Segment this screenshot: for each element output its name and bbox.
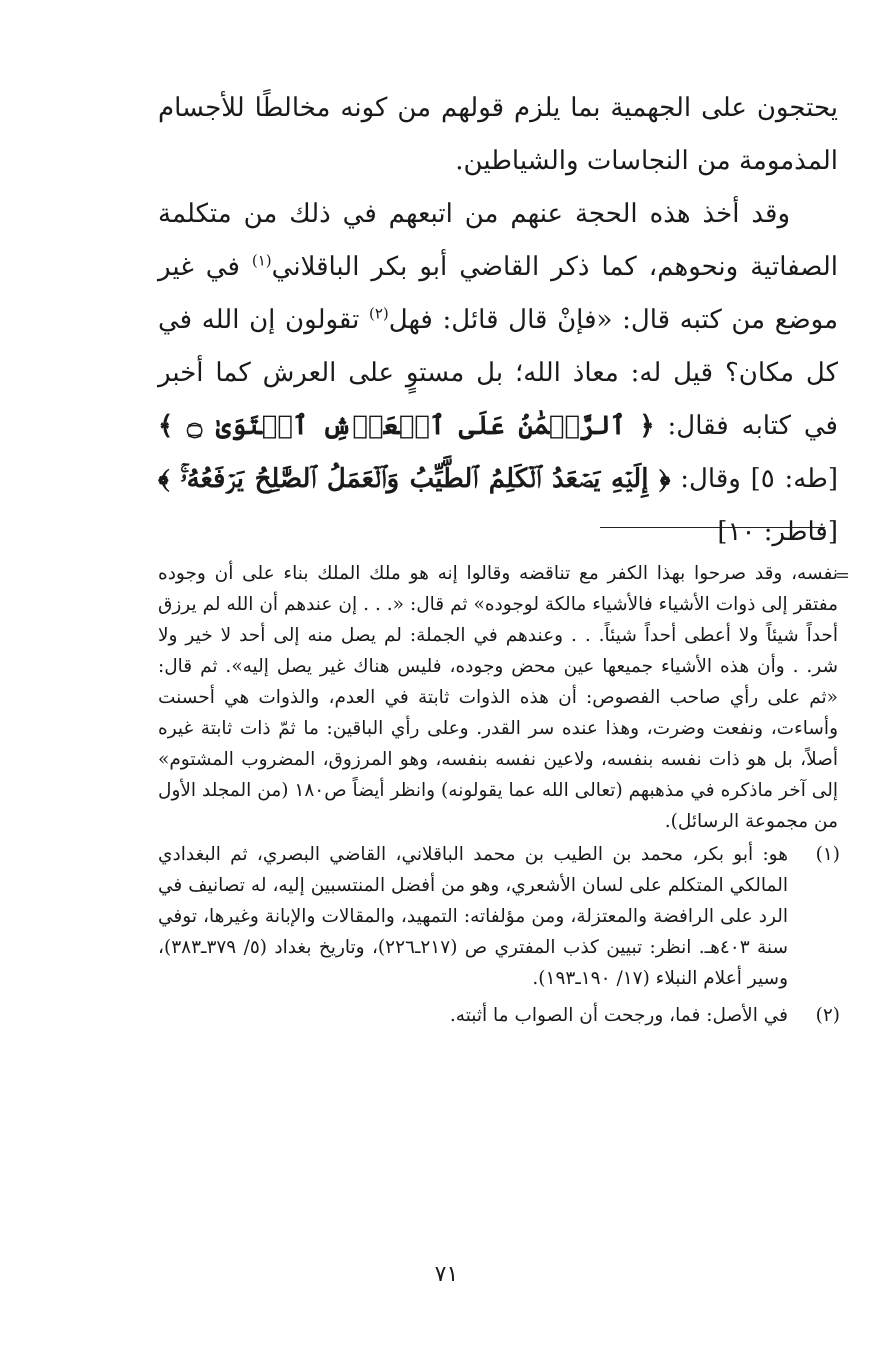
citation-fatir: [فاطر: ١٠] <box>717 517 838 547</box>
main-text <box>158 82 838 559</box>
footnote-separator <box>600 527 825 528</box>
footnote-continued <box>158 558 850 837</box>
citation-taha: [طه: ٥] وقال: <box>670 464 838 494</box>
footnote-1 <box>158 839 838 994</box>
paragraph-2 <box>158 188 838 559</box>
footnote-2 <box>158 1000 838 1031</box>
paragraph-2-text-c: تقولون إن الله في كل مكان؟ قيل له: معاذ الله؛ بل مستوٍ على العرش كما أخبر في كتابه فقال: <box>158 305 838 441</box>
footnote-2-number: (٢) <box>815 1005 840 1026</box>
footnote-2-text: في الأصل: فما، ورجحت أن الصواب ما أثبته. <box>449 1005 788 1026</box>
paragraph-1: يحتجون على الجهمية بما يلزم قولهم من كونه مخالطًا للأجسام المذمومة من النجاسات والشياطين. <box>158 93 838 176</box>
footnote-1-number: (١) <box>815 844 840 865</box>
continuation-mark: = <box>834 565 850 586</box>
footnote-ref-2[interactable]: (٢) <box>368 304 389 323</box>
page-number: ٧١ <box>434 1262 459 1287</box>
quran-verse-taha: ﴿ ٱلرَّحۡمَٰنُ عَلَى ٱلۡعَرۡشِ ٱسۡتَوَىٰ ۝ ﴾ <box>158 411 655 441</box>
paragraph-2-text-b: في غير موضع من كتبه قال: «فإنْ قال قائل: فهل <box>158 252 839 335</box>
footnotes <box>158 558 850 1031</box>
footnote-continued-text: نفسه، وقد صرحوا بهذا الكفر مع تناقضه وقالوا إنه هو ملك الملك بناء على أن وجوده مفتقر إلى ذوات الأشياء فالأشياء مالكة لوجوده» ثم قال: «. . . إن عندهم أن الله لم يرزق أحداً شيئاً ولا أعطى أحداً شيئاً. . . وعندهم في الجملة: لم يصل منه إلى أحد لا خير ولا شر. . وأن هذه الأشياء جميعها عين محض وجوده، فليس هناك غير يصل إليه». ثم قال: «ثم على رأي صاحب الفصوص: أن هذه الذوات ثابتة في العدم، والذوات هي أحسنت وأساءت، ونفعت وضرت، وهذا عنده سر القدر. وعلى رأي الباقين: ما ثمّ ذات ثابتة غيره أصلاً، بل هو ذات نفسه بنفسه، ولاعين نفسه بنفسه، وهو المرزوق، المضروب المشتوم» إلى آخر ماذكره في مذهبهم (تعالى الله عما يقولونه) وانظر أيضاً ص١٨٠ (من المجلد الأول من مجموعة الرسائل). <box>158 563 838 832</box>
footnote-1-text: هو: أبو بكر، محمد بن الطيب بن محمد الباقلاني، القاضي البصري، ثم البغدادي المالكي المتكلم على لسان الأشعري، وهو من أفضل المنتسبين إليه، له تصانيف في الرد على الرافضة والمعتزلة، ومن مؤلفاته: التمهيد، والمقالات والإبانة وغيرها، توفي سنة ٤٠٣هـ. انظر: تبيين كذب المفتري ص (٢١٧ـ٢٢٦)، وتاريخ بغداد (٥/ ٣٧٩ـ٣٨٣)، وسير أعلام النبلاء (١٧/ ١٩٠ـ١٩٣). <box>158 844 788 989</box>
quran-verse-fatir: ﴿ إِلَيۡهِ يَصۡعَدُ ٱلۡكَلِمُ ٱلطَّيِّبُ وَٱلۡعَمَلُ ٱلصَّٰلِحُ يَرۡفَعُهُۥۚ ﴾ <box>158 464 671 494</box>
paragraph-2-text-a: وقد أخذ هذه الحجة عنهم من اتبعهم في ذلك من متكلمة الصفاتية ونحوهم، كما ذكر القاضي أبو بكر الباقلاني <box>158 199 838 282</box>
footnote-ref-1[interactable]: (١) <box>251 251 272 270</box>
